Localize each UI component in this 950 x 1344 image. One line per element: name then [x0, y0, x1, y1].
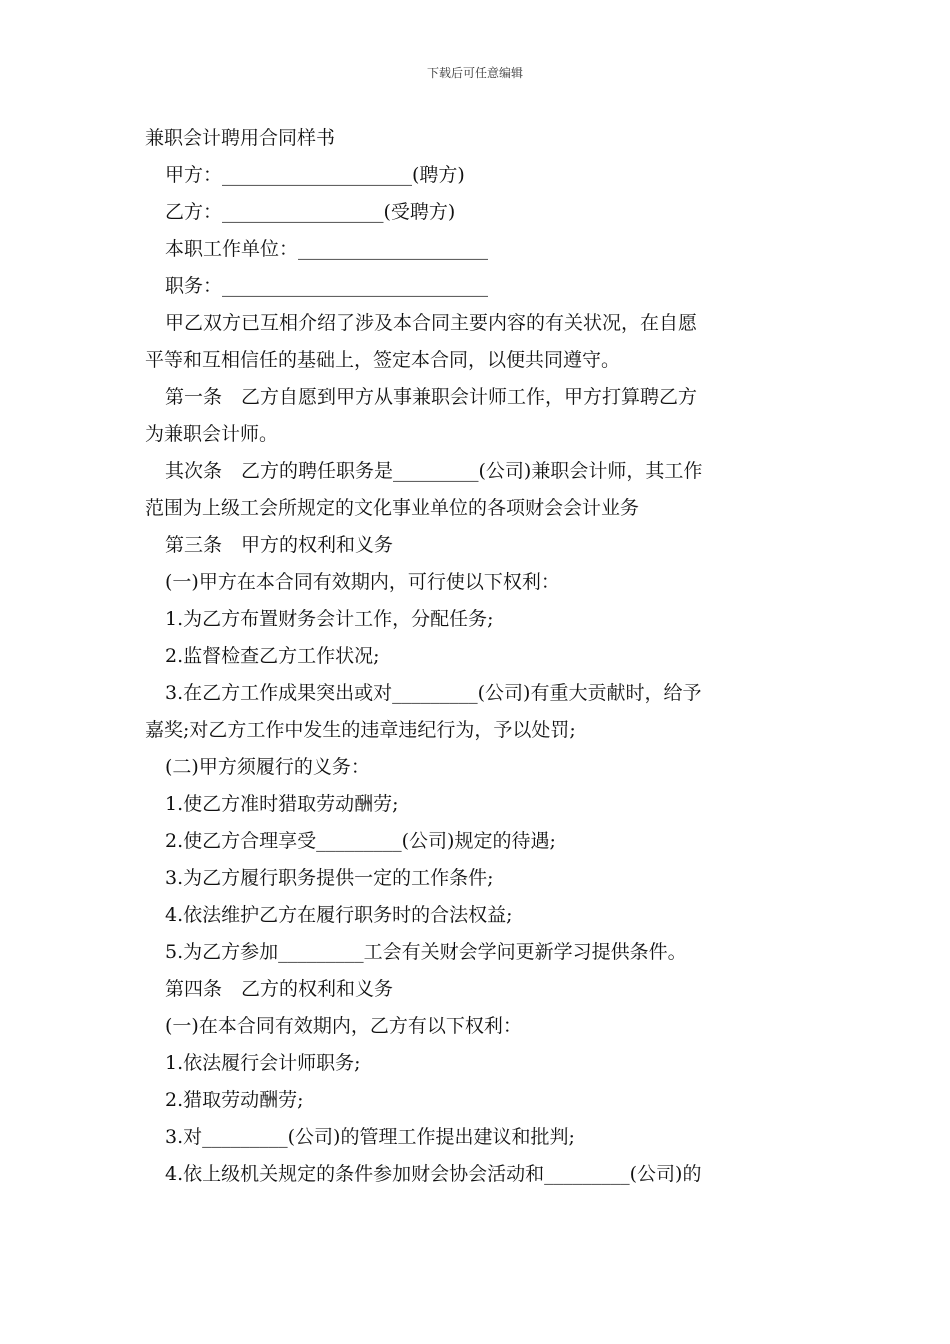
article-3-right-3	[145, 675, 807, 749]
article-1	[145, 379, 807, 453]
article-2-line-1: 其次条 乙方的聘任职务是_________(公司)兼职会计师，其工作	[165, 460, 703, 482]
article-3-duty-5: 5.为乙方参加_________工会有关财会学问更新学习提供条件。	[165, 941, 687, 963]
article-3-rights-title: (一)甲方在本合同有效期内，可行使以下权利：	[165, 571, 560, 593]
article-1-line-2: 为兼职会计师。	[145, 423, 279, 445]
page-header-note: 下载后可任意编辑	[426, 66, 523, 80]
article-1-line-1: 第一条 乙方自愿到甲方从事兼职会计师工作，甲方打算聘乙方	[165, 386, 698, 408]
position-line: 职务：____________________________	[165, 275, 489, 297]
article-4-title: 第四条 乙方的权利和义务	[165, 978, 394, 1000]
article-3-right-1: 1.为乙方布置财务会计工作，分配任务;	[165, 608, 494, 630]
intro-line-2: 平等和互相信任的基础上，签定本合同，以便共同遵守。	[145, 349, 621, 371]
document-title: 兼职会计聘用合同样书	[145, 127, 336, 149]
work-unit-line: 本职工作单位：____________________	[165, 238, 489, 260]
article-3-duty-2: 2.使乙方合理享受_________(公司)规定的待遇;	[165, 830, 556, 852]
party-a-line: 甲方：____________________(聘方)	[165, 164, 465, 186]
article-4-right-2: 2.猎取劳动酬劳;	[165, 1089, 304, 1111]
article-2-line-2: 范围为上级工会所规定的文化事业单位的各项财会会计业务	[145, 497, 640, 519]
article-4-right-4: 4.依上级机关规定的条件参加财会协会活动和_________(公司)的	[165, 1163, 702, 1185]
article-4-right-3: 3.对_________(公司)的管理工作提出建议和批判;	[165, 1126, 575, 1148]
article-2	[145, 453, 807, 527]
contract-body	[145, 120, 807, 1193]
article-3-duty-4: 4.依法维护乙方在履行职务时的合法权益;	[165, 904, 513, 926]
article-3-right-2: 2.监督检查乙方工作状况;	[165, 645, 380, 667]
article-3-right-3-line-2: 嘉奖;对乙方工作中发生的违章违纪行为，予以处罚;	[145, 719, 576, 741]
article-3-duties-title: (二)甲方须履行的义务：	[165, 756, 370, 778]
intro-line-1: 甲乙双方已互相介绍了涉及本合同主要内容的有关状况，在自愿	[165, 312, 698, 334]
article-3-title: 第三条 甲方的权利和义务	[165, 534, 394, 556]
party-b-line: 乙方：_________________(受聘方)	[165, 201, 456, 223]
article-3-right-3-line-1: 3.在乙方工作成果突出或对_________(公司)有重大贡献时，给予	[165, 682, 702, 704]
article-3-duty-1: 1.使乙方准时猎取劳动酬劳;	[165, 793, 399, 815]
intro-paragraph	[145, 305, 807, 379]
article-3-duty-3: 3.为乙方履行职务提供一定的工作条件;	[165, 867, 494, 889]
article-4-rights-title: (一)在本合同有效期内，乙方有以下权利：	[165, 1015, 522, 1037]
article-4-right-1: 1.依法履行会计师职务;	[165, 1052, 361, 1074]
